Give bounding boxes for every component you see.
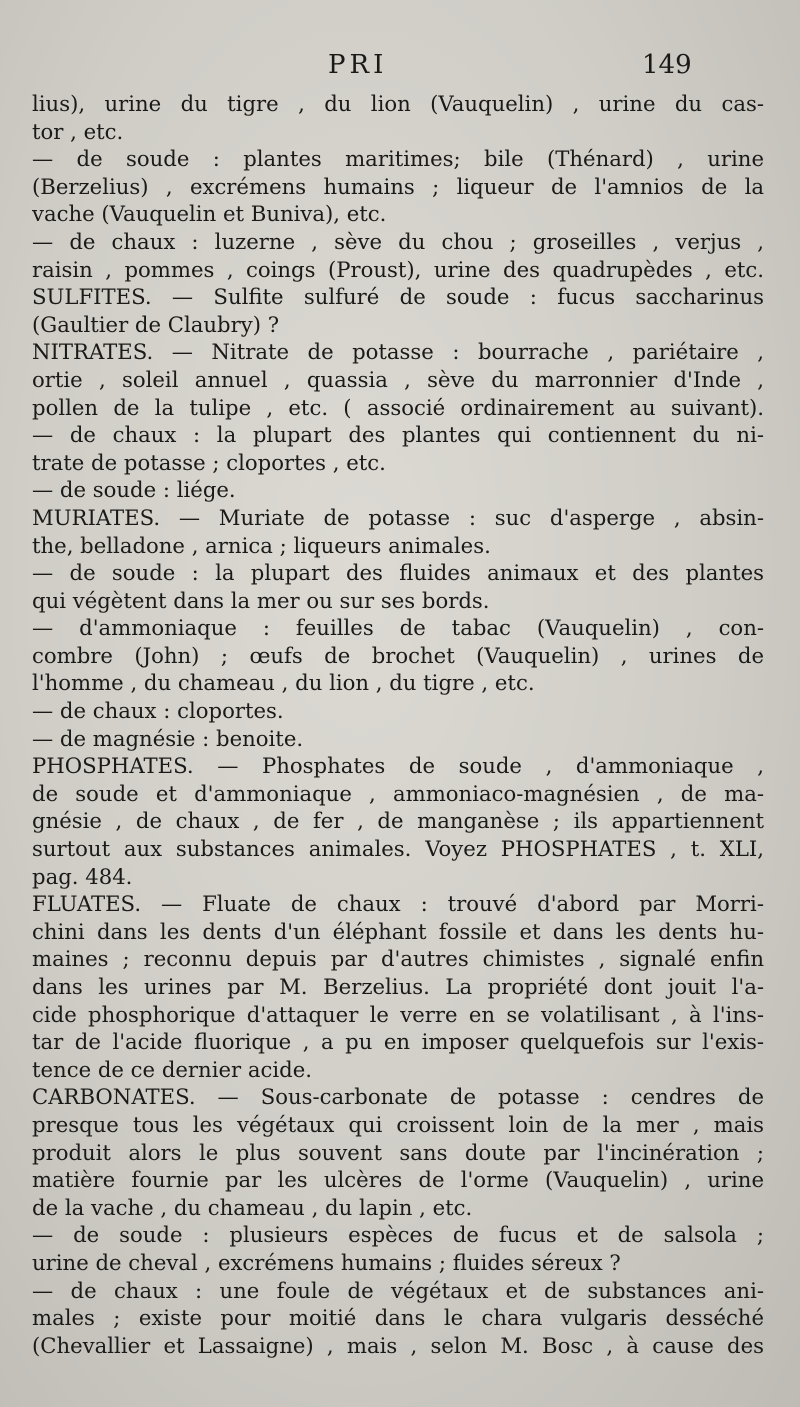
text-line: vache (Vauquelin et Buniva), etc. xyxy=(32,201,387,227)
text-line: — de chaux : cloportes. xyxy=(32,698,284,724)
text-line: — de soude : plusieurs espèces de fucus et de salsola ; xyxy=(32,1222,764,1248)
body-text xyxy=(32,90,764,1359)
text-line: trate de potasse ; cloportes , etc. xyxy=(32,449,386,475)
text-line: — de soude : la plupart des fluides animaux et des plantes xyxy=(32,560,764,586)
text-line: — d'ammoniaque : feuilles de tabac (Vauquelin) , con- xyxy=(32,615,764,641)
text-line: CARBONATES. — Sous-carbonate de potasse : cendres de xyxy=(32,1084,764,1110)
text-line: FLUATES. — Fluate de chaux : trouvé d'abord par Morri- xyxy=(32,891,764,917)
text-line: PHOSPHATES. — Phosphates de soude , d'ammoniaque , xyxy=(32,753,764,779)
page-header xyxy=(0,48,800,84)
page-number: 149 xyxy=(642,50,692,80)
text-line: urine de cheval , excrémens humains ; fluides séreux ? xyxy=(32,1249,621,1275)
text-line: surtout aux substances animales. Voyez PHOSPHATES , t. XLI, xyxy=(32,836,764,862)
text-line: — de chaux : luzerne , sève du chou ; groseilles , verjus , xyxy=(32,228,764,254)
text-line: males ; existe pour moitié dans le chara vulgaris desséché xyxy=(32,1305,764,1331)
text-line: — de chaux : la plupart des plantes qui contiennent du ni- xyxy=(32,422,764,448)
text-line: tor , etc. xyxy=(32,118,124,144)
text-line: SULFITES. — Sulfite sulfuré de soude : fucus saccharinus xyxy=(32,284,764,310)
text-line: (Chevallier et Lassaigne) , mais , selon M. Bosc , à cause des xyxy=(32,1332,764,1358)
text-line: cide phosphorique d'attaquer le verre en se volatilisant , à l'ins- xyxy=(32,1001,764,1027)
text-line: the, belladone , arnica ; liqueurs animales. xyxy=(32,532,491,558)
text-line: tence de ce dernier acide. xyxy=(32,1056,312,1082)
text-line: lius), urine du tigre , du lion (Vauquelin) , urine du cas- xyxy=(32,91,764,116)
text-line: de la vache , du chameau , du lapin , etc. xyxy=(32,1194,473,1220)
text-line: NITRATES. — Nitrate de potasse : bourrache , pariétaire , xyxy=(32,339,764,365)
text-line: — de soude : liége. xyxy=(32,477,236,503)
text-line: l'homme , du chameau , du lion , du tigre , etc. xyxy=(32,670,535,696)
text-line: presque tous les végétaux qui croissent loin de la mer , mais xyxy=(32,1111,764,1137)
text-line: — de soude : plantes maritimes; bile (Thénard) , urine xyxy=(32,146,764,172)
text-line: qui végètent dans la mer ou sur ses bords. xyxy=(32,587,490,613)
text-line: MURIATES. — Muriate de potasse : suc d'asperge , absin- xyxy=(32,504,764,530)
text-line: produit alors le plus souvent sans doute par l'incinération ; xyxy=(32,1139,764,1165)
text-line: ortie , soleil annuel , quassia , sève du marronnier d'Inde , xyxy=(32,366,764,392)
text-line: — de magnésie : benoite. xyxy=(32,725,304,751)
text-line: chini dans les dents d'un éléphant fossile et dans les dents hu- xyxy=(32,918,764,944)
text-line: matière fournie par les ulcères de l'orme (Vauquelin) , urine xyxy=(32,1167,764,1193)
text-line: pag. 484. xyxy=(32,863,133,889)
text-line: de soude et d'ammoniaque , ammoniaco-magnésien , de ma- xyxy=(32,780,764,806)
text-line: maines ; reconnu depuis par d'autres chimistes , signalé enfin xyxy=(32,946,764,972)
text-line: — de chaux : une foule de végétaux et de substances ani- xyxy=(32,1277,764,1303)
text-line: tar de l'acide fluorique , a pu en imposer quelquefois sur l'exis- xyxy=(32,1029,764,1055)
text-line: (Berzelius) , excrémens humains ; liqueur de l'amnios de la xyxy=(32,173,764,199)
text-line: (Gaultier de Claubry) ? xyxy=(32,311,280,337)
text-line: raisin , pommes , coings (Proust), urine des quadrupèdes , etc. xyxy=(32,256,764,282)
text-line: pollen de la tulipe , etc. ( associé ordinairement au suivant). xyxy=(32,394,764,420)
text-line: gnésie , de chaux , de fer , de manganèse ; ils appartiennent xyxy=(32,808,764,834)
text-line: combre (John) ; œufs de brochet (Vauquelin) , urines de xyxy=(32,642,764,668)
running-head: PRI xyxy=(328,50,388,80)
text-line: dans les urines par M. Berzelius. La propriété dont jouit l'a- xyxy=(32,974,764,999)
